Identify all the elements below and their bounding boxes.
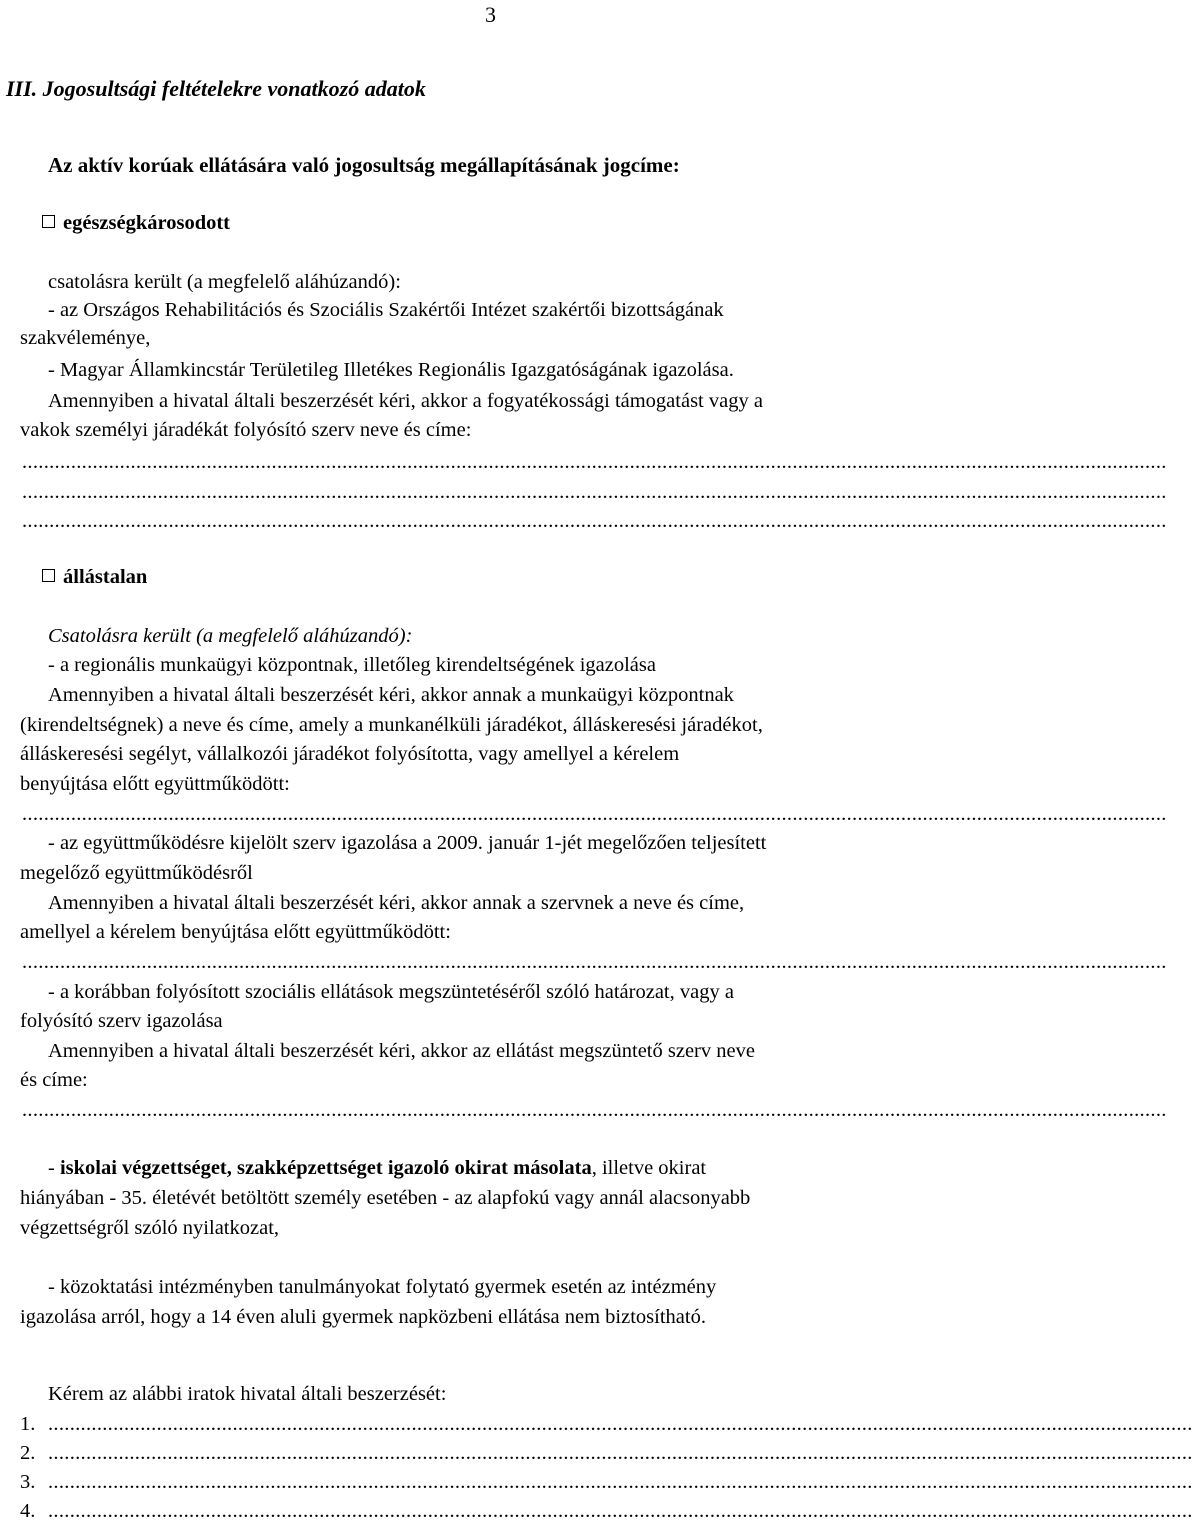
text-line: végzettségről szóló nyilatkozat, — [20, 1217, 280, 1239]
school-bold-text: iskolai végzettséget, szakképzettséget igazoló okirat másolata — [59, 1157, 592, 1179]
request-item-number: 3. — [20, 1471, 36, 1493]
text-line: álláskeresési segélyt, vállalkozói járadékot folyósította, vagy amellyel a kérelem — [20, 743, 680, 765]
request-item-number: 1. — [20, 1413, 36, 1435]
fill-in-line[interactable]: ................................................................................................................................................................................................................... — [48, 1500, 1193, 1522]
text-line: szakvéleménye, — [20, 327, 151, 349]
text-line: - az Országos Rehabilitációs és Szociális Szakértői Intézet szakértői bizottságának — [48, 299, 724, 321]
checkbox-icon[interactable] — [42, 569, 55, 582]
text-line: megelőző együttműködésről — [20, 862, 253, 884]
text-line: Amennyiben a hivatal általi beszerzését kéri, akkor a fogyatékossági támogatást vagy a — [48, 390, 763, 412]
fill-in-line[interactable]: ................................................................................................................................................................................................................... — [48, 1471, 1193, 1493]
text-line: vakok személyi járadékát folyósító szerv neve és címe: — [20, 419, 472, 441]
text-line: - a korábban folyósított szociális ellátások megszüntetéséről szóló határozat, vagy a — [48, 981, 734, 1003]
text-line: - az együttműködésre kijelölt szerv igazolása a 2009. január 1-jét megelőzően teljesített — [48, 832, 767, 854]
request-item-number: 4. — [20, 1500, 36, 1522]
fill-in-line[interactable]: ................................................................................................................................................................................................................... — [48, 1442, 1193, 1464]
text-line: Amennyiben a hivatal általi beszerzését kéri, akkor annak a munkaügyi központnak — [48, 684, 734, 706]
fill-in-line[interactable]: ................................................................................................................................................................................................................... — [22, 1099, 1167, 1121]
fill-in-line[interactable]: ................................................................................................................................................................................................................... — [22, 951, 1167, 973]
fill-in-line[interactable]: ................................................................................................................................................................................................................... — [22, 451, 1167, 473]
text-line: igazolása arról, hogy a 14 éven aluli gyermek napközbeni ellátása nem biztosítható. — [20, 1306, 706, 1328]
text-line: Amennyiben a hivatal általi beszerzését kéri, akkor annak a szervnek a neve és címe, — [48, 892, 745, 914]
text-line: folyósító szerv igazolása — [20, 1010, 223, 1032]
fill-in-line[interactable]: ................................................................................................................................................................................................................... — [48, 1413, 1193, 1435]
text-line: - Magyar Államkincstár Területileg Illetékes Regionális Igazgatóságának igazolása. — [48, 359, 734, 381]
attached-heading: csatolásra került (a megfelelő aláhúzandó): — [48, 271, 401, 293]
option-label: állástalan — [63, 566, 148, 588]
school-line — [48, 1156, 706, 1180]
fill-in-line[interactable]: ................................................................................................................................................................................................................... — [22, 803, 1167, 825]
option-egeszsegkarosodott[interactable] — [42, 211, 230, 235]
dash: - — [48, 1157, 60, 1179]
text-line: amellyel a kérelem benyújtása előtt együttműködött: — [20, 921, 451, 943]
text-line: és címe: — [20, 1069, 88, 1091]
fill-in-line[interactable]: ................................................................................................................................................................................................................... — [22, 481, 1167, 503]
text-line: Amennyiben a hivatal általi beszerzését kéri, akkor az ellátást megszüntető szerv neve — [48, 1040, 755, 1062]
attached-heading: Csatolásra került (a megfelelő aláhúzandó): — [48, 625, 413, 647]
page-number: 3 — [485, 2, 496, 27]
text-line: - a regionális munkaügyi központnak, illetőleg kirendeltségének igazolása — [48, 654, 656, 676]
school-rest-text: , illetve okirat — [591, 1157, 707, 1179]
request-item-number: 2. — [20, 1442, 36, 1464]
text-line: hiányában - 35. életévét betöltött személy esetében - az alapfokú vagy annál alacsonyabb — [20, 1187, 751, 1209]
checkbox-icon[interactable] — [42, 215, 55, 228]
option-allastalan[interactable] — [42, 565, 147, 589]
subtitle: Az aktív korúak ellátására való jogosultság megállapításának jogcíme: — [48, 153, 680, 177]
text-line: benyújtása előtt együttműködött: — [20, 773, 290, 795]
fill-in-line[interactable]: ................................................................................................................................................................................................................... — [22, 510, 1167, 532]
option-label: egészségkárosodott — [63, 212, 231, 234]
text-line: - közoktatási intézményben tanulmányokat folytató gyermek esetén az intézmény — [48, 1276, 717, 1298]
text-line: (kirendeltségnek) a neve és címe, amely a munkanélküli járadékot, álláskeresési járadékot, — [20, 714, 763, 736]
section-title: III. Jogosultsági feltételekre vonatkozó adatok — [6, 76, 426, 101]
request-heading: Kérem az alábbi iratok hivatal általi beszerzését: — [48, 1383, 447, 1405]
